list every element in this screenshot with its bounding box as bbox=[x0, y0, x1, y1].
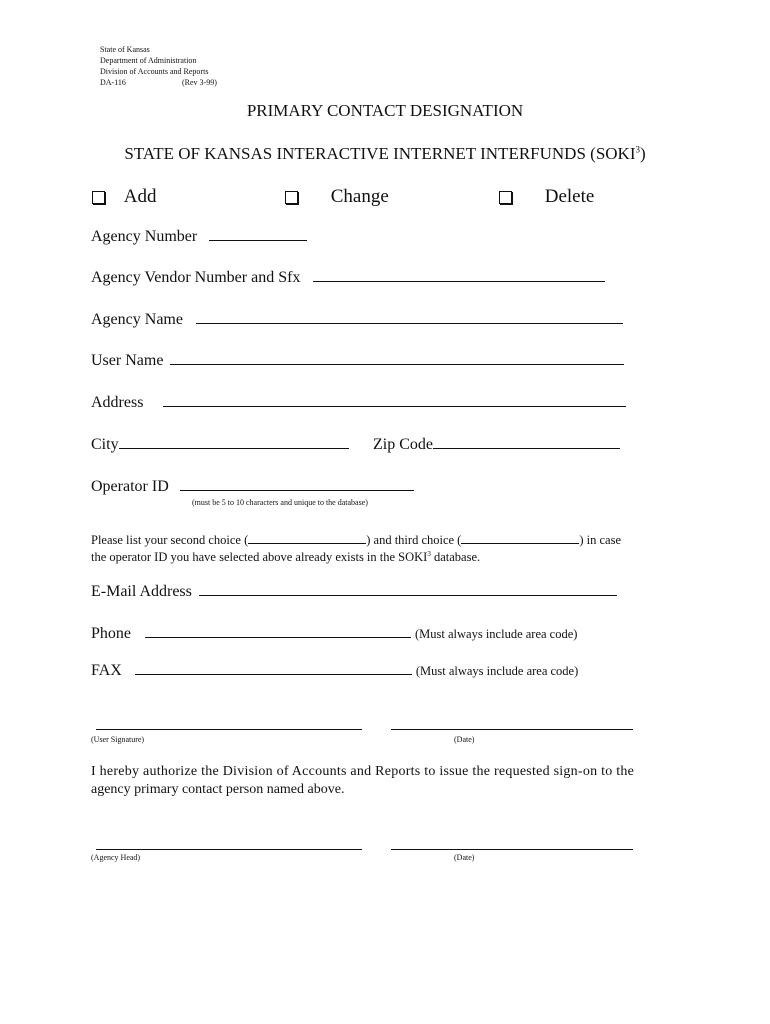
choice-line-1: Please list your second choice ( ) and third choice ( ) in case bbox=[91, 533, 622, 547]
phone-note: (Must always include area code) bbox=[415, 627, 578, 641]
form-revision: (Rev 3-99) bbox=[182, 78, 217, 87]
user-date-line[interactable] bbox=[391, 729, 633, 730]
form-number: DA-116 bbox=[100, 78, 126, 87]
delete-label: Delete bbox=[544, 186, 595, 207]
zip-field[interactable] bbox=[433, 436, 620, 449]
agency-number-label: Agency Number bbox=[91, 228, 198, 245]
agency-name-label: Agency Name bbox=[91, 311, 183, 328]
agency-head-label: (Agency Head) bbox=[91, 853, 141, 862]
add-label: Add bbox=[123, 186, 157, 207]
agency-number-field[interactable] bbox=[209, 228, 307, 241]
city-row bbox=[91, 436, 349, 454]
email-field[interactable] bbox=[199, 583, 617, 596]
fax-field[interactable] bbox=[135, 662, 412, 675]
user-name-row bbox=[91, 352, 624, 370]
second-choice-field[interactable] bbox=[248, 533, 366, 544]
operator-id-label: Operator ID bbox=[91, 478, 169, 495]
header-department: Department of Administration bbox=[100, 56, 197, 65]
vendor-number-field[interactable] bbox=[313, 269, 605, 282]
agency-name-row bbox=[91, 311, 623, 329]
zip-row bbox=[373, 436, 620, 454]
authorization-text: I hereby authorize the Division of Accounts and Reports to issue the requested sign-on to the bbox=[91, 764, 635, 779]
choice-line-2: the operator ID you have selected above already exists in the SOKI$^3$ database. bbox=[91, 550, 481, 565]
user-name-field[interactable] bbox=[170, 352, 624, 365]
operator-id-field[interactable] bbox=[180, 478, 414, 491]
phone-field[interactable] bbox=[145, 625, 411, 638]
form-title: PRIMARY CONTACT DESIGNATION bbox=[246, 101, 524, 120]
vendor-number-label: Agency Vendor Number and Sfx bbox=[91, 269, 301, 286]
agency-head-date-label: (Date) bbox=[454, 853, 475, 862]
user-name-label: User Name bbox=[91, 352, 164, 369]
change-checkbox[interactable] bbox=[285, 191, 298, 204]
change-label: Change bbox=[330, 186, 389, 207]
fax-label: FAX bbox=[91, 662, 122, 679]
user-date-label: (Date) bbox=[454, 735, 475, 744]
fax-note: (Must always include area code) bbox=[415, 664, 579, 678]
operator-id-note: (must be 5 to 10 characters and unique to the database) bbox=[192, 498, 368, 507]
vendor-number-row bbox=[91, 269, 605, 287]
agency-name-field[interactable] bbox=[196, 311, 623, 324]
agency-head-signature-line[interactable] bbox=[96, 849, 362, 850]
header-state: State of Kansas bbox=[100, 45, 150, 54]
option-delete bbox=[499, 186, 594, 208]
address-label: Address bbox=[91, 394, 144, 411]
option-add bbox=[92, 186, 156, 208]
email-row bbox=[91, 583, 617, 601]
form-subtitle: STATE OF KANSAS INTERACTIVE INTERNET INTERFUNDS (SOKI$^3$) bbox=[124, 144, 646, 163]
email-label: E-Mail Address bbox=[91, 583, 192, 600]
zip-label: Zip Code bbox=[373, 436, 433, 453]
address-field[interactable] bbox=[163, 394, 626, 407]
address-row bbox=[91, 394, 626, 412]
user-signature-line[interactable] bbox=[96, 729, 362, 730]
city-label: City bbox=[91, 436, 119, 453]
option-change bbox=[285, 186, 389, 208]
header-division: Division of Accounts and Reports bbox=[100, 67, 209, 76]
delete-checkbox[interactable] bbox=[499, 191, 512, 204]
phone-row bbox=[91, 625, 577, 643]
authorization-text-2: agency primary contact person named above. bbox=[91, 782, 345, 797]
third-choice-field[interactable] bbox=[461, 533, 579, 544]
user-signature-label: (User Signature) bbox=[91, 735, 145, 744]
agency-number-row bbox=[91, 228, 307, 246]
operator-id-row bbox=[91, 478, 414, 496]
city-field[interactable] bbox=[119, 436, 349, 449]
fax-row bbox=[91, 662, 578, 680]
phone-label: Phone bbox=[91, 625, 131, 642]
agency-head-date-line[interactable] bbox=[391, 849, 633, 850]
add-checkbox[interactable] bbox=[92, 191, 105, 204]
